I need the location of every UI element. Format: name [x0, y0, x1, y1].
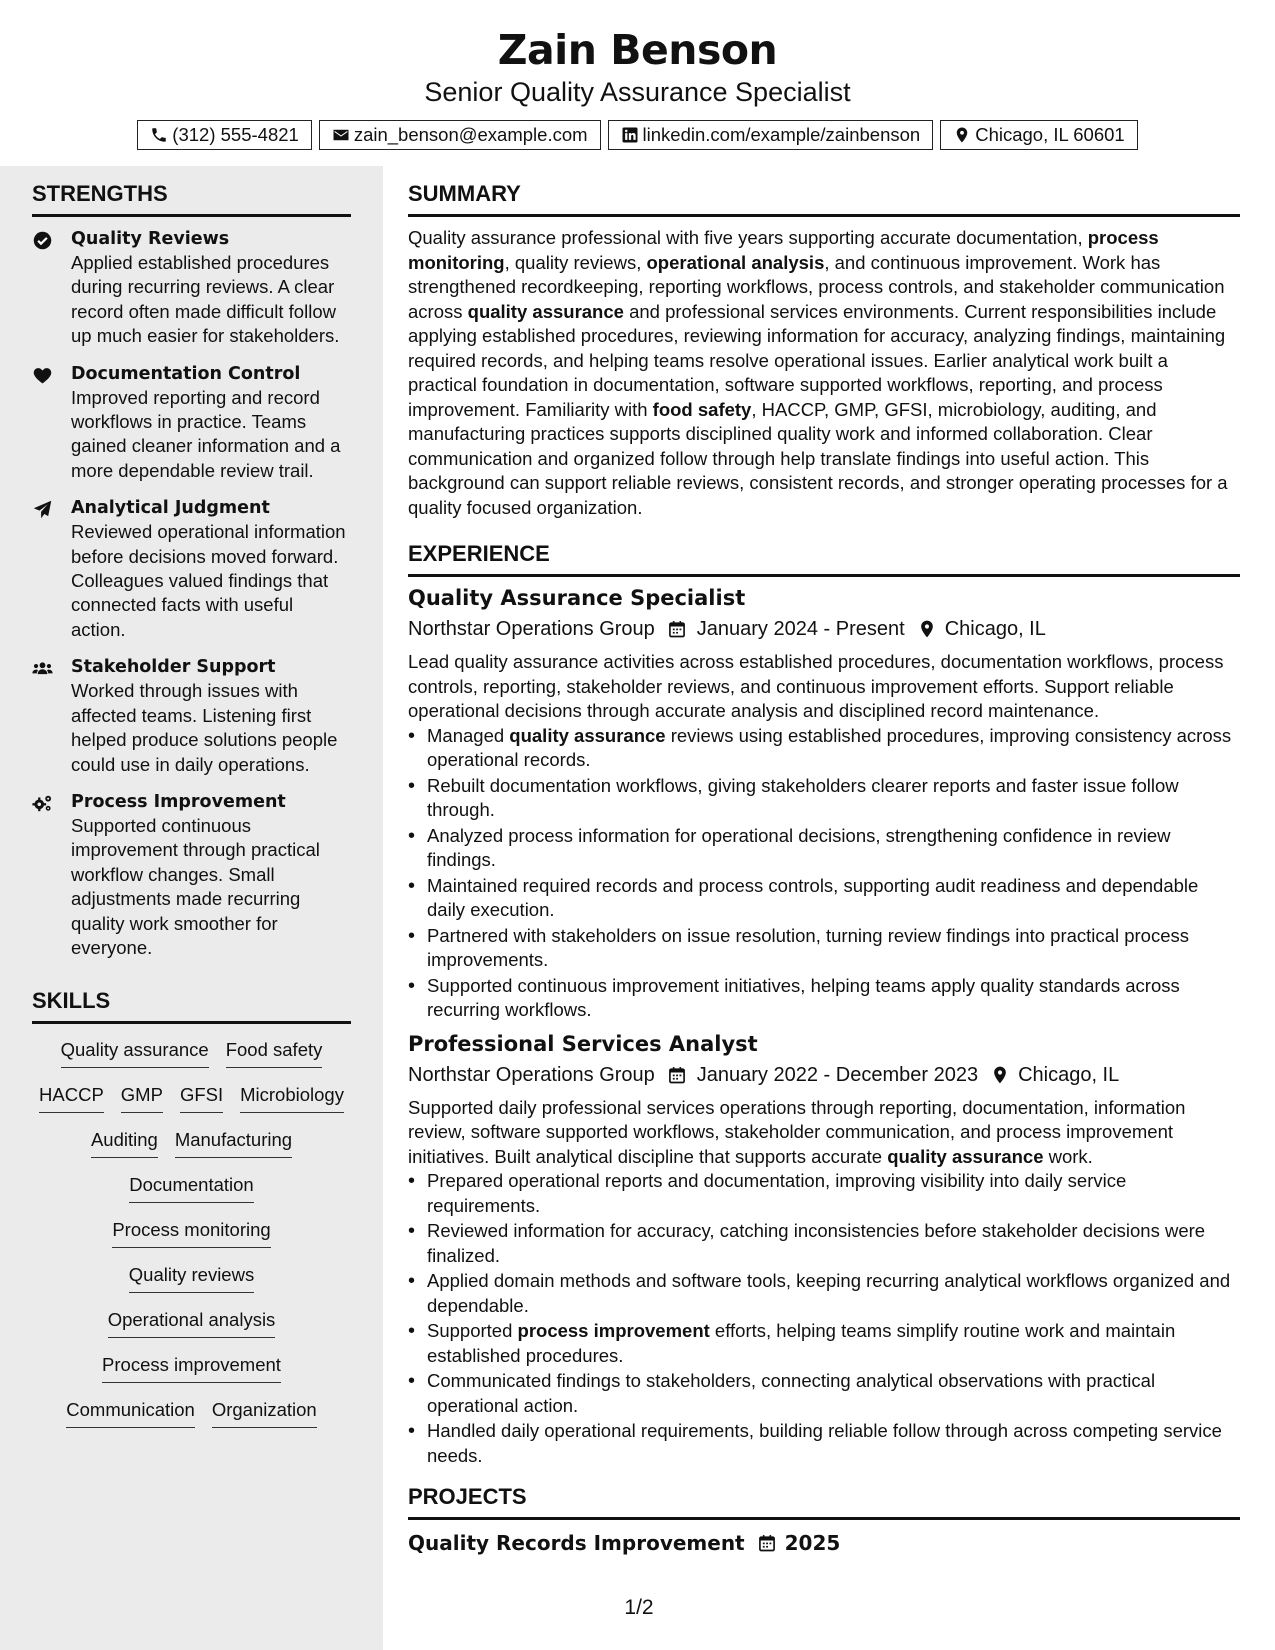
strength-title: Quality Reviews [71, 229, 230, 249]
skill-tag: Auditing [91, 1128, 158, 1158]
strength-title: Documentation Control [71, 363, 301, 384]
linkedin-icon [621, 126, 639, 144]
skill-tag: Operational analysis [108, 1308, 276, 1338]
strength-desc: Worked through issues with affected teams. Listening first helped produce solutions people could use in daily operations. [71, 680, 338, 775]
bullet-item: • Rebuilt documentation workflows, giving stakeholders clearer reports and faster issue follow through. [408, 774, 1240, 823]
strength-item [32, 655, 351, 777]
job-location: Chicago, IL [1018, 1063, 1120, 1086]
contact-phone[interactable] [137, 120, 312, 150]
job-dates: January 2022 - December 2023 [696, 1063, 979, 1086]
strength-desc: Applied established procedures during recurring reviews. A clear record often made difficult follow up much easier for stakeholders. [71, 252, 340, 347]
skill-tag: Process improvement [102, 1353, 281, 1383]
strength-item [32, 496, 351, 642]
skill-tag: Manufacturing [175, 1128, 292, 1158]
projects-heading: PROJECTS [408, 1469, 1240, 1520]
skill-tag: HACCP [39, 1083, 104, 1113]
strength-item [32, 790, 351, 960]
job-bullets [408, 724, 1240, 1023]
calendar-icon [757, 1533, 777, 1553]
strengths-heading: STRENGTHS [32, 166, 351, 217]
bullet-item: • Reviewed information for accuracy, catching inconsistencies before stakeholder decisions were finalized. [408, 1219, 1240, 1268]
job-meta [408, 1062, 1240, 1088]
map-pin-icon [953, 126, 971, 144]
summary-heading: SUMMARY [408, 166, 1240, 217]
strength-desc: Improved reporting and record workflows in practice. Teams gained cleaner information and a more dependable review trail. [71, 386, 341, 481]
job-entry [408, 1031, 1240, 1469]
job-location: Chicago, IL [944, 618, 1046, 640]
main-content [408, 166, 1240, 1556]
strength-desc: Supported continuous improvement through practical workflow changes. Small adjustments made recurring quality work smoother for everyone. [71, 814, 320, 958]
job-bullets [408, 1169, 1240, 1468]
strengths-list [32, 217, 351, 960]
resume-header [0, 0, 1275, 166]
project-title: Quality Records Improvement [408, 1531, 745, 1555]
contact-linkedin[interactable] [608, 120, 934, 150]
strength-title: Process Improvement [71, 791, 286, 812]
contact-bar [0, 120, 1275, 150]
job-company: Northstar Operations Group [408, 618, 655, 640]
skill-tag: Food safety [226, 1038, 323, 1068]
bullet-item: • Analyzed process information for operational decisions, strengthening confidence in review findings. [408, 824, 1240, 873]
job-title: Quality Assurance Specialist [408, 586, 746, 610]
skill-tag: Process monitoring [112, 1218, 270, 1248]
bullet-item: • Handled daily operational requirements, building reliable follow through across competing service needs. [408, 1419, 1240, 1468]
heart-icon [32, 365, 53, 386]
bullet-item: • Supported process improvement efforts, helping teams simplify routine work and maintain established procedures. [408, 1319, 1240, 1368]
email-text: zain_benson@example.com [353, 124, 588, 145]
bullet-item: • Managed quality assurance reviews using established procedures, improving consistency across operational records. [408, 724, 1240, 773]
skill-tag: GFSI [180, 1083, 223, 1113]
skill-tag: Quality reviews [129, 1263, 254, 1293]
skill-tag: Documentation [129, 1173, 253, 1203]
summary-text: Quality assurance professional with five years supporting accurate documentation, process monitoring, quality reviews, operational analysis, and continuous improvement. Work has strengthened recordkeeping, reporting workflows, process controls, and stakeholder communication across quality assurance and professional services environments. Current responsibilities include applying established procedures, reviewing information for accuracy, analyzing findings, maintaining required records, and helping teams resolve operational issues. Earlier analytical work built a practical foundation in documentation, software supported workflows, reporting, and process improvement. Familiarity with food safety, HACCP, GMP, GFSI, microbiology, auditing, and manufacturing practices supports disciplined quality work and informed collaboration. Clear communication and organized follow through help translate findings into useful action. This background can support reliable reviews, consistent records, and stronger operating processes for a quality focused organization. [408, 227, 1228, 518]
map-pin-icon [917, 619, 937, 639]
skills-list [32, 1024, 351, 1443]
candidate-title: Senior Quality Assurance Specialist [424, 77, 851, 107]
map-pin-icon [990, 1065, 1010, 1085]
page-number: 1/2 [624, 1596, 654, 1619]
calendar-icon [667, 619, 687, 639]
linkedin-text: linkedin.com/example/zainbenson [642, 124, 921, 145]
skill-tag: Quality assurance [61, 1038, 209, 1068]
bullet-item: • Applied domain methods and software tools, keeping recurring analytical workflows organized and dependable. [408, 1269, 1240, 1318]
envelope-icon [332, 126, 350, 144]
bullet-item: • Prepared operational reports and documentation, improving visibility into daily service requirements. [408, 1169, 1240, 1218]
candidate-name: Zain Benson [497, 26, 778, 74]
strength-item [32, 362, 351, 484]
location-text: Chicago, IL 60601 [975, 124, 1125, 145]
skill-tag: Communication [66, 1398, 195, 1428]
skill-tag: Organization [212, 1398, 317, 1428]
skills-heading: SKILLS [32, 973, 351, 1024]
bullet-item: • Maintained required records and process controls, supporting audit readiness and dependable daily execution. [408, 874, 1240, 923]
project-year: 2025 [784, 1531, 841, 1555]
job-dates: January 2024 - Present [696, 618, 905, 640]
job-meta [408, 616, 1240, 642]
phone-icon [150, 126, 168, 144]
paper-plane-icon [32, 499, 53, 520]
job-title: Professional Services Analyst [408, 1031, 758, 1056]
job-company: Northstar Operations Group [408, 1063, 655, 1086]
strength-item [32, 227, 351, 349]
strength-title: Analytical Judgment [71, 498, 270, 519]
calendar-icon [667, 1065, 687, 1085]
job-description: Lead quality assurance activities across established procedures, documentation workflows, process controls, reporting, stakeholder reviews, and continuous improvement efforts. Support reliable operational decisions through accurate analysis and disciplined record maintenance. [408, 651, 1224, 721]
job-entry [408, 585, 1240, 1023]
gears-icon [32, 793, 53, 814]
bullet-item: • Partnered with stakeholders on issue resolution, turning review findings into practical process improvements. [408, 924, 1240, 973]
check-circle-icon [32, 230, 53, 251]
sidebar [0, 166, 383, 1650]
skill-tag: GMP [121, 1083, 163, 1113]
job-description: Supported daily professional services operations through reporting, documentation, information review, software supported workflows, stakeholder communication, and process improvement initiatives. Built analytical discipline that supports accurate quality assurance work. [408, 1096, 1186, 1167]
strength-title: Stakeholder Support [71, 657, 276, 678]
bullet-item: • Supported continuous improvement initiatives, helping teams apply quality standards across recurring workflows. [408, 974, 1240, 1023]
contact-location [940, 120, 1137, 150]
users-icon [32, 658, 53, 679]
contact-email[interactable] [319, 120, 601, 150]
strength-desc: Reviewed operational information before decisions moved forward. Colleagues valued findings that connected facts with useful action. [71, 521, 346, 640]
bullet-item: • Communicated findings to stakeholders, connecting analytical observations with practical operational action. [408, 1369, 1240, 1418]
skill-tag: Microbiology [240, 1083, 344, 1113]
phone-text: (312) 555-4821 [172, 124, 299, 145]
project-entry [408, 1530, 1240, 1556]
experience-heading: EXPERIENCE [408, 526, 1240, 577]
